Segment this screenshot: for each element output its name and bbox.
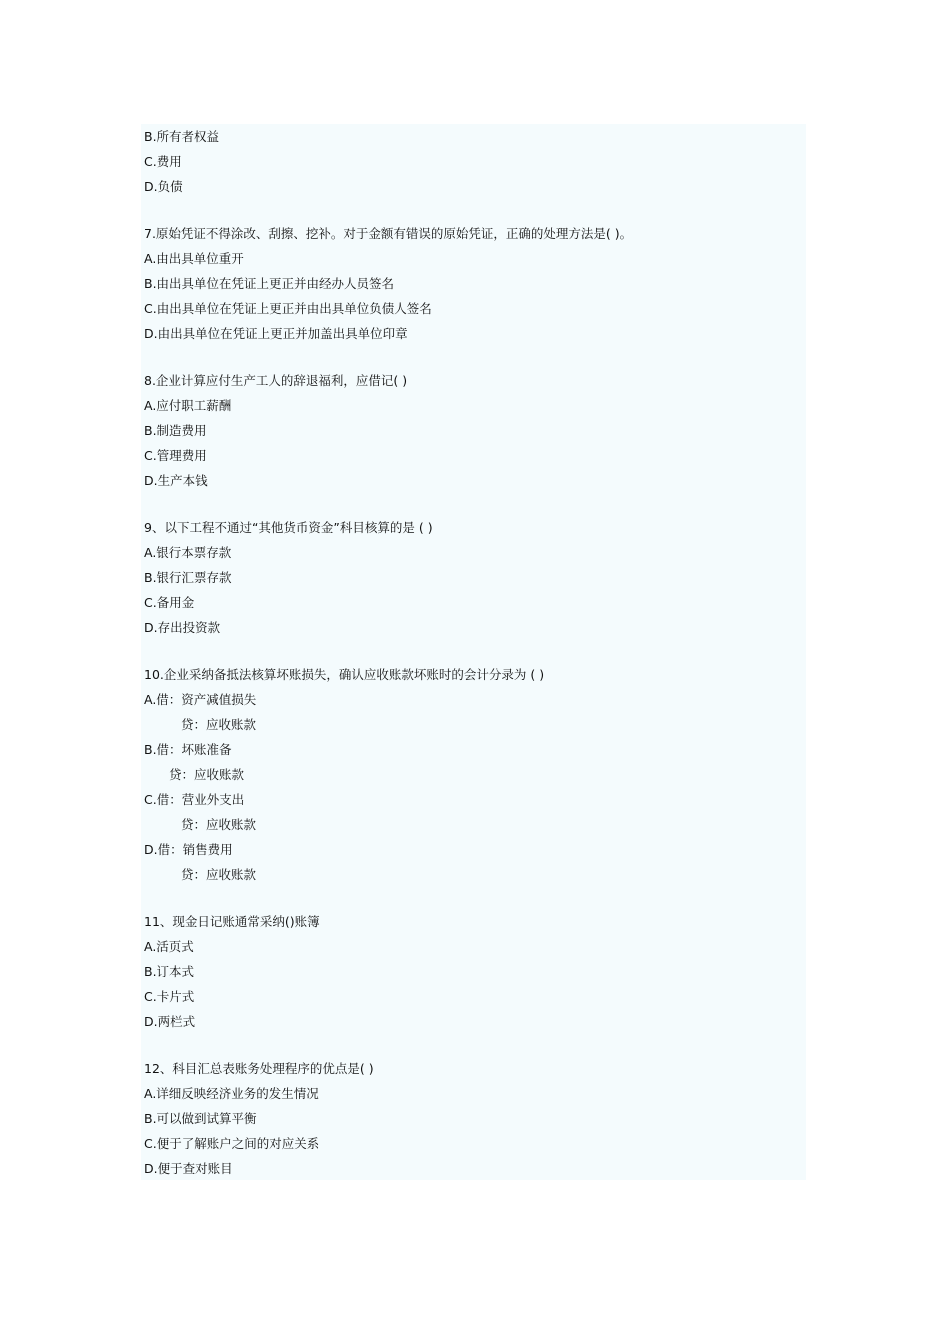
document-content <box>141 124 806 1180</box>
option: C.管理费用 <box>144 448 207 463</box>
option: C.借：营业外支出 <box>144 792 245 807</box>
option: B.制造费用 <box>144 423 207 438</box>
option: B.订本式 <box>144 964 195 979</box>
option: A.详细反映经济业务的发生情况 <box>144 1086 319 1101</box>
option: B.借：坏账准备 <box>144 742 232 757</box>
option: D.负债 <box>144 179 183 194</box>
option: D.两栏式 <box>144 1014 196 1029</box>
question-text: 11、现金日记账通常采纳()账簿 <box>144 914 320 929</box>
option: A.银行本票存款 <box>144 545 232 560</box>
option: A.借：资产减值损失 <box>144 692 257 707</box>
option: C.由出具单位在凭证上更正并由出具单位负债人签名 <box>144 301 432 316</box>
option: D.便于查对账目 <box>144 1161 233 1176</box>
option: C.卡片式 <box>144 989 195 1004</box>
option: C.备用金 <box>144 595 195 610</box>
option: A.应付职工薪酬 <box>144 398 232 413</box>
option: C.费用 <box>144 154 182 169</box>
option-credit-line: 贷：应收账款 <box>181 717 257 732</box>
option: B.由出具单位在凭证上更正并由经办人员签名 <box>144 276 395 291</box>
option: A.由出具单位重开 <box>144 251 244 266</box>
option: C.便于了解账户之间的对应关系 <box>144 1136 320 1151</box>
option: D.生产本钱 <box>144 473 208 488</box>
option: D.存出投资款 <box>144 620 221 635</box>
option-credit-line: 贷：应收账款 <box>181 817 257 832</box>
option: D.借：销售费用 <box>144 842 233 857</box>
question-text: 12、科目汇总表账务处理程序的优点是( ) <box>144 1061 374 1076</box>
option: B.银行汇票存款 <box>144 570 232 585</box>
option-credit-line: 贷：应收账款 <box>169 767 245 782</box>
option: B.所有者权益 <box>144 129 220 144</box>
option: B.可以做到试算平衡 <box>144 1111 257 1126</box>
question-text: 7.原始凭证不得涂改、刮擦、挖补。对于金额有错误的原始凭证，正确的处理方法是( )。 <box>144 226 633 241</box>
question-text: 8.企业计算应付生产工人的辞退福利，应借记( ) <box>144 373 408 388</box>
option: A.活页式 <box>144 939 194 954</box>
option: D.由出具单位在凭证上更正并加盖出具单位印章 <box>144 326 408 341</box>
option-credit-line: 贷：应收账款 <box>181 867 257 882</box>
question-text: 10.企业采纳备抵法核算坏账损失，确认应收账款坏账时的会计分录为 ( ) <box>144 667 545 682</box>
question-text: 9、以下工程不通过“其他货币资金”科目核算的是 ( ) <box>144 520 433 535</box>
